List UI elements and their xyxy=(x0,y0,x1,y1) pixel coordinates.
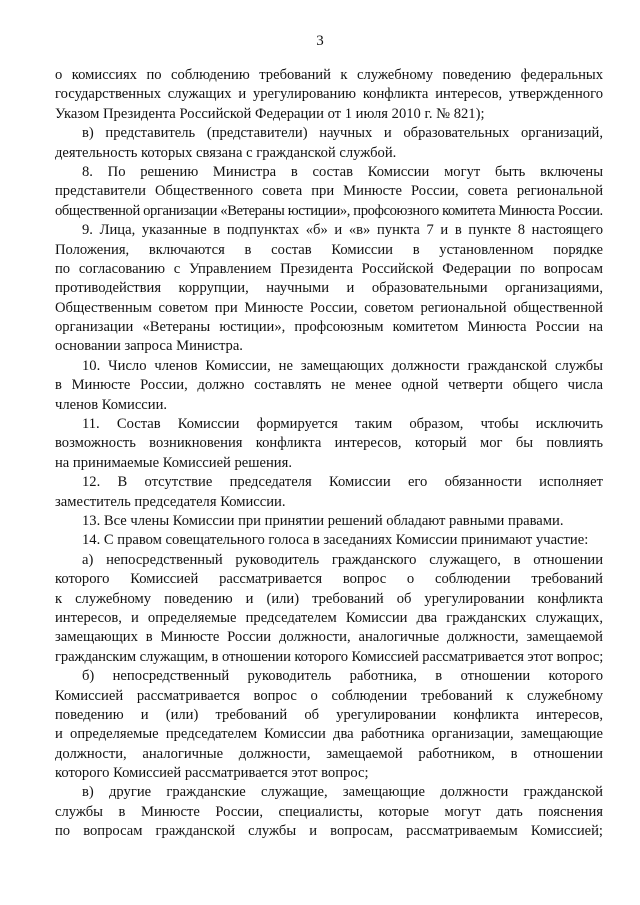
text-line: интересов, и определяемые председателем Комиссии два гражданских служащих, xyxy=(55,609,603,626)
text-line: заместитель председателя Комиссии. xyxy=(55,493,286,510)
text-line: возможность возникновения конфликта интересов, который мог бы повлиять xyxy=(55,435,603,452)
paragraph xyxy=(55,551,603,667)
text-line: Общественным советом при Минюсте России, советом региональной общественной xyxy=(55,299,603,316)
paragraph xyxy=(55,531,603,550)
text-line: должности, аналогичные должности, замещаемой работником, в отношении xyxy=(55,745,603,762)
text-line: о комиссиях по соблюдению требований к служебному поведению федеральных xyxy=(55,67,603,83)
paragraph xyxy=(55,667,603,783)
text-line: в Минюсте России, должно составлять не менее одной четверти общего числа xyxy=(55,377,603,394)
text-line: по согласованию с Управлением Президента Российской Федерации по вопросам xyxy=(55,260,603,277)
text-line: 14. С правом совещательного голоса в заседаниях Комиссии принимают участие: xyxy=(82,532,589,549)
text-line: представители Общественного совета при Минюсте России, совета региональной xyxy=(55,183,603,200)
paragraph xyxy=(55,415,603,473)
text-line: а) непосредственный руководитель гражданского служащего, в отношении xyxy=(82,551,603,568)
paragraph xyxy=(55,66,603,124)
text-line: в) другие гражданские служащие, замещающие должности гражданской xyxy=(82,784,603,801)
paragraph xyxy=(55,357,603,415)
text-line: к служебному поведению и (или) требований об урегулировании конфликта xyxy=(55,590,603,607)
paragraph xyxy=(55,221,603,357)
text-line: государственных служащих и урегулированию конфликта интересов, утвержденного xyxy=(55,86,603,103)
text-line: которого Комиссией рассматривается вопрос о соблюдении требований xyxy=(55,571,603,588)
text-line: 10. Число членов Комиссии, не замещающих должности гражданской службы xyxy=(82,357,603,374)
text-line: 9. Лица, указанные в подпунктах «б» и «в» пункта 7 и в пункте 8 настоящего xyxy=(82,222,603,239)
text-line: 11. Состав Комиссии формируется таким образом, чтобы исключить xyxy=(82,416,603,433)
text-line: 12. В отсутствие председателя Комиссии его обязанности исполняет xyxy=(82,474,603,491)
text-line: членов Комиссии. xyxy=(55,396,168,413)
text-line: службы в Минюсте России, специалисты, которые могут дать пояснения xyxy=(55,803,603,820)
paragraph xyxy=(55,783,603,841)
text-line: на принимаемые Комиссией решения. xyxy=(55,454,292,471)
text-line: Положения, включаются в состав Комиссии в установленном порядке xyxy=(55,241,603,258)
text-line: которого Комиссией рассматривается этот вопрос; xyxy=(55,765,369,782)
document-body xyxy=(55,66,603,842)
text-line: в) представитель (представители) научных и образовательных организаций, xyxy=(82,125,603,142)
paragraph xyxy=(55,163,603,221)
text-line: деятельность которых связана с гражданской службой. xyxy=(55,144,397,161)
text-line: основании запроса Министра. xyxy=(55,338,243,355)
text-line: и определяемые председателем Комиссии два работника организации, замещающие xyxy=(55,726,603,743)
text-line: по вопросам гражданской службы и вопросам, рассматриваемым Комиссией; xyxy=(55,823,603,840)
paragraph xyxy=(55,124,603,163)
paragraph xyxy=(55,512,603,531)
text-line: противодействия коррупции, научными и образовательными организациями, xyxy=(55,280,603,297)
text-line: поведению и (или) требований об урегулировании конфликта интересов, xyxy=(55,706,603,723)
text-line: организации «Ветераны юстиции», профсоюзным комитетом Минюста России на xyxy=(55,319,603,336)
text-line: 13. Все члены Комиссии при принятии решений обладают равными правами. xyxy=(82,512,564,529)
text-line: б) непосредственный руководитель работника, в отношении которого xyxy=(82,668,603,685)
text-line: общественной организации «Ветераны юстиции», профсоюзного комитета Минюста России. xyxy=(55,202,603,219)
text-line: гражданским служащим, в отношении которого Комиссией рассматривается этот вопрос; xyxy=(55,648,604,665)
text-line: замещающих в Минюсте России должности, аналогичные должности, замещаемой xyxy=(55,629,603,646)
page-number: 3 xyxy=(316,33,324,49)
text-line: Комиссией рассматривается вопрос о соблюдении требований к служебному xyxy=(55,687,603,704)
paragraph xyxy=(55,473,603,512)
text-line: 8. По решению Министра в состав Комиссии могут быть включены xyxy=(82,163,603,180)
text-line: Указом Президента Российской Федерации от 1 июля 2010 г. № 821); xyxy=(55,105,485,122)
